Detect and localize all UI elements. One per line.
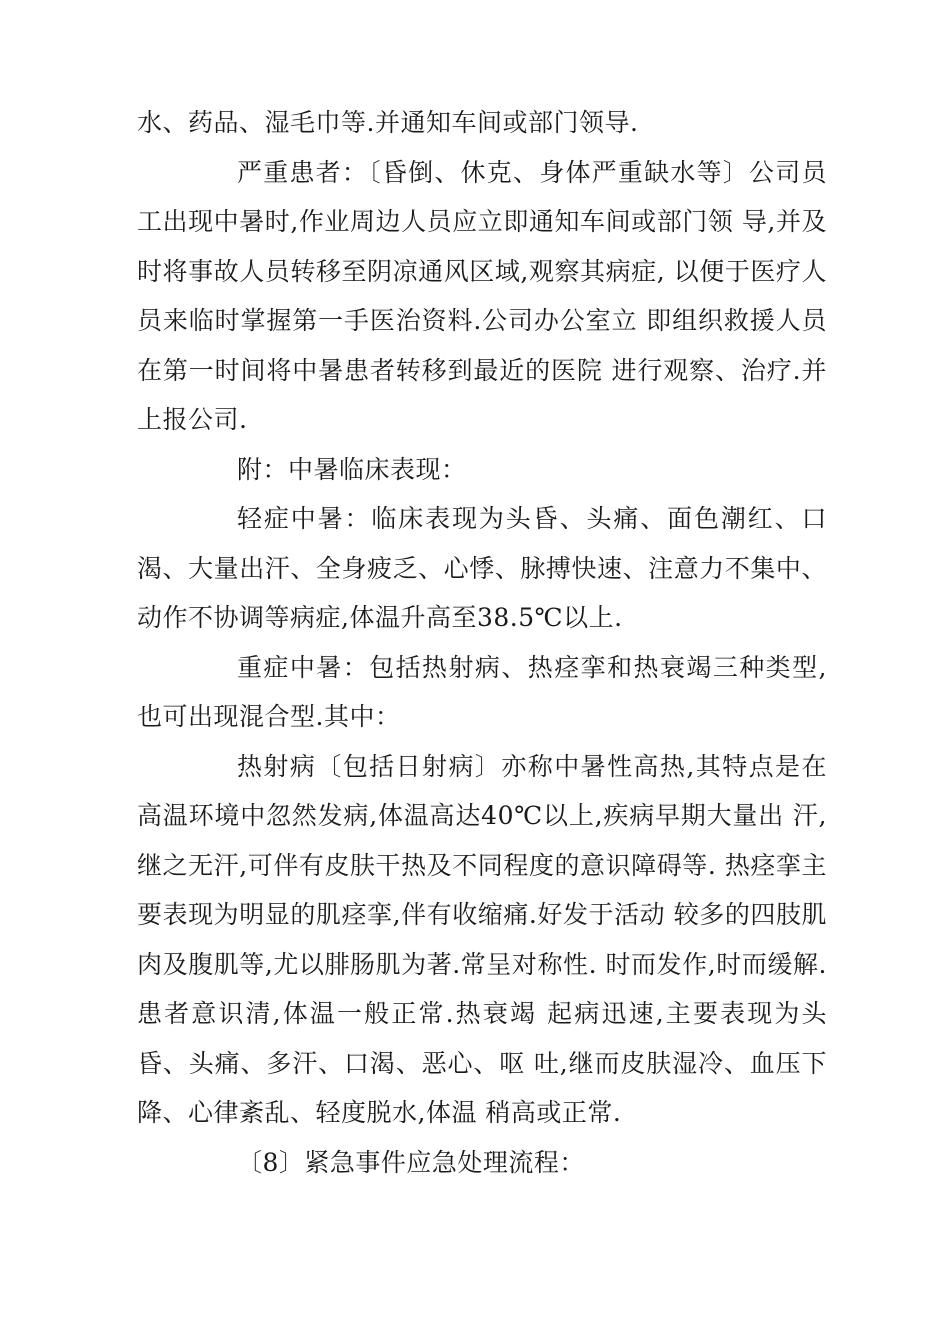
paragraph-mild-heatstroke: 轻症中暑：临床表现为头昏、头痛、面色潮红、口渴、大量出汗、全身疲乏、心悸、脉搏快速、注意力不集中、动作不协调等病症,体温升高至38.5℃以上. [137,504,827,632]
section-heading-emergency-process: 〔8〕紧急事件应急处理流程： [237,1147,585,1177]
document-body [137,98,827,1187]
paragraph-severe-patients: 严重患者：〔昏倒、休克、身体严重缺水等〕公司员工出现中暑时,作业周边人员应立即通知车间或部门领 导,并及时将事故人员转移至阴凉通风区域,观察其病症, 以便于医疗人员来临时掌握第一手医治资料.公司办公室立 即组织救援人员在第一时间将中暑患者转移到最近的医院 进行观察、治疗.并上报公司. [137,157,827,434]
paragraph-appendix-heading: 附：中暑临床表现： [237,454,467,484]
paragraph-supplies: 水、药品、湿毛巾等.并通知车间或部门领导. [137,108,639,137]
paragraph-heat-types: 热射病〔包括日射病〕亦称中暑性高热,其特点是在高温环境中忽然发病,体温高达40℃以上,疾病早期大量出 汗,继之无汗,可伴有皮肤干热及不同程度的意识障碍等. 热痉挛主要表现为明显的肌痉挛,伴有收缩痛.好发于活动 较多的四肢肌肉及腹肌等,尤以腓肠肌为著.常呈对称性. 时而发作,时而缓解.患者意识清,体温一般正常.热衰竭 起病迅速,主要表现为头昏、头痛、多汗、口渴、恶心、呕 吐,继而皮肤湿冷、血压下降、心律紊乱、轻度脱水,体温 稍高或正常. [137,751,827,1127]
paragraph-severe-heatstroke: 重症中暑：包括热射病、热痉挛和热衰竭三种类型,也可出现混合型.其中： [137,652,827,731]
